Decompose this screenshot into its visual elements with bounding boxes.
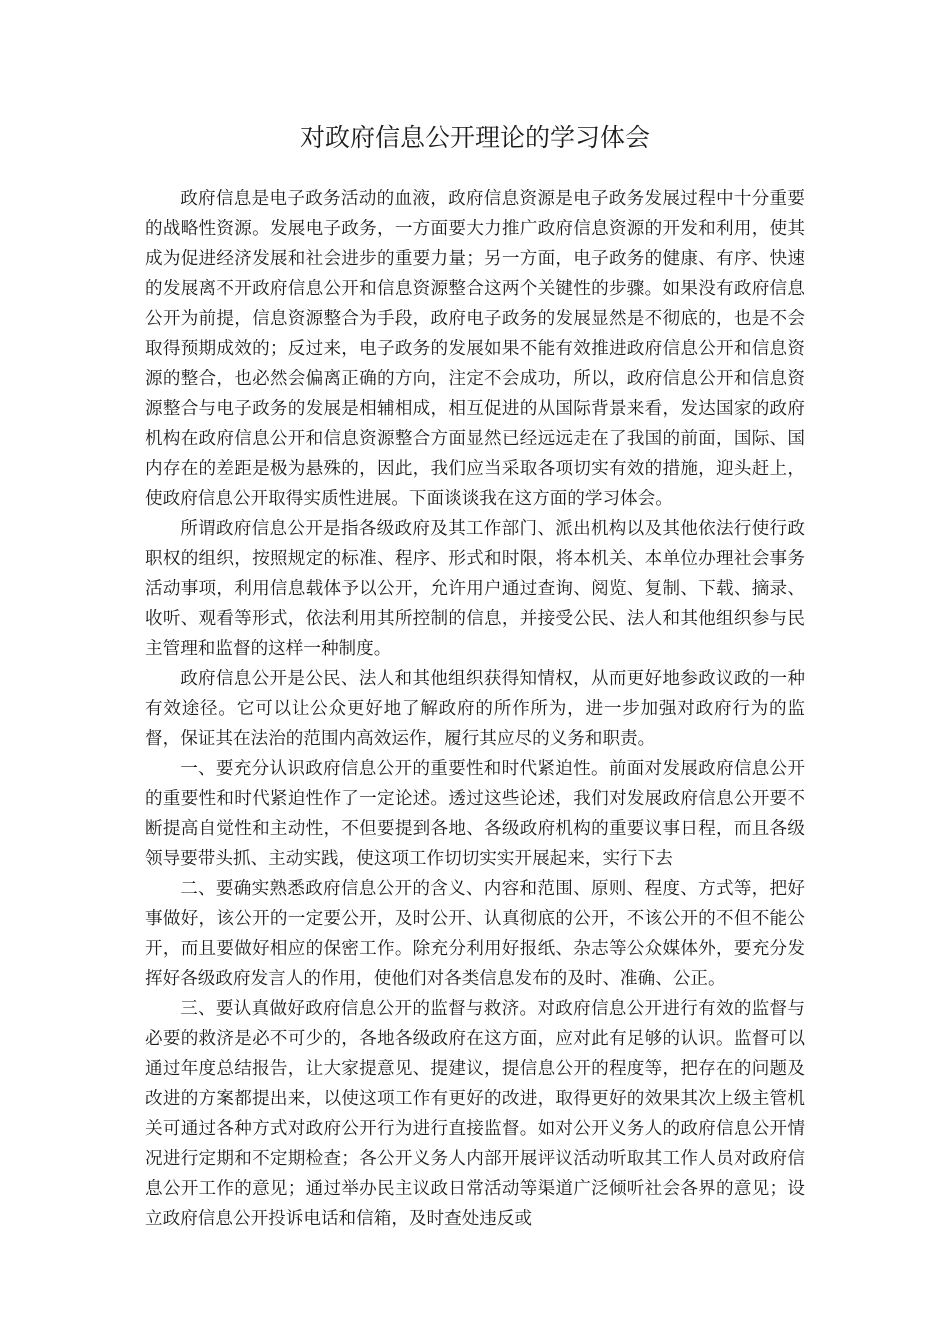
document-title: 对政府信息公开理论的学习体会	[299, 123, 650, 152]
document-body	[145, 184, 805, 1234]
paragraph-2: 所谓政府信息公开是指各级政府及其工作部门、派出机构以及其他依法行使行政职权的组织，按照规定的标准、程序、形式和时限，将本机关、本单位办理社会事务活动事项，利用信息载体予以公开，允许用户通过查询、阅览、复制、下载、摘录、收听、观看等形式，依法利用其所控制的信息，并接受公民、法人和其他组织参与民主管理和监督的这样一种制度。	[145, 519, 805, 659]
paragraph-3: 政府信息公开是公民、法人和其他组织获得知情权，从而更好地参政议政的一种有效途径。它可以让公众更好地了解政府的所作所为，进一步加强对政府行为的监督，保证其在法治的范围内高效运作，履行其应尽的义务和职责。	[145, 669, 805, 749]
paragraph-5: 二、要确实熟悉政府信息公开的含义、内容和范围、原则、程度、方式等，把好事做好，该公开的一定要公开，及时公开、认真彻底的公开，不该公开的不但不能公开，而且要做好相应的保密工作。除充分利用好报纸、杂志等公众媒体外，要充分发挥好各级政府发言人的作用，使他们对各类信息发布的及时、准确、公正。	[145, 879, 805, 989]
paragraph-6: 三、要认真做好政府信息公开的监督与救济。对政府信息公开进行有效的监督与必要的救济是必不可少的，各地各级政府在这方面，应对此有足够的认识。监督可以通过年度总结报告，让大家提意见、提建议，提信息公开的程度等，把存在的问题及改进的方案都提出来，以使这项工作有更好的改进，取得更好的效果其次上级主管机关可通过各种方式对政府公开行为进行直接监督。如对公开义务人的政府信息公开情况进行定期和不定期检查；各公开义务人内部开展评议活动听取其工作人员对政府信息公开工作的意见；通过举办民主议政日常活动等渠道广泛倾听社会各界的意见；设立政府信息公开投诉电话和信箱，及时查处违反或	[145, 999, 805, 1229]
paragraph-4: 一、要充分认识政府信息公开的重要性和时代紧迫性。前面对发展政府信息公开的重要性和时代紧迫性作了一定论述。透过这些论述，我们对发展政府信息公开要不断提高自觉性和主动性，不但要提到各地、各级政府机构的重要议事日程，而且各级领导要带头抓、主动实践，使这项工作切切实实开展起来，实行下去	[145, 759, 805, 869]
paragraph-1: 政府信息是电子政务活动的血液，政府信息资源是电子政务发展过程中十分重要的战略性资源。发展电子政务，一方面要大力推广政府信息资源的开发和利用，使其成为促进经济发展和社会进步的重要力量；另一方面，电子政务的健康、有序、快速的发展离不开政府信息公开和信息资源整合这两个关键性的步骤。如果没有政府信息公开为前提，信息资源整合为手段，政府电子政务的发展显然是不彻底的，也是不会取得预期成效的；反过来，电子政务的发展如果不能有效推进政府信息公开和信息资源的整合，也必然会偏离正确的方向，注定不会成功，所以，政府信息公开和信息资源整合与电子政务的发展是相辅相成，相互促进的从国际背景来看，发达国家的政府机构在政府信息公开和信息资源整合方面显然已经远远走在了我国的前面，国际、国内存在的差距是极为悬殊的，因此，我们应当采取各项切实有效的措施，迎头赶上，使政府信息公开取得实质性进展。下面谈谈我在这方面的学习体会。	[145, 189, 805, 509]
